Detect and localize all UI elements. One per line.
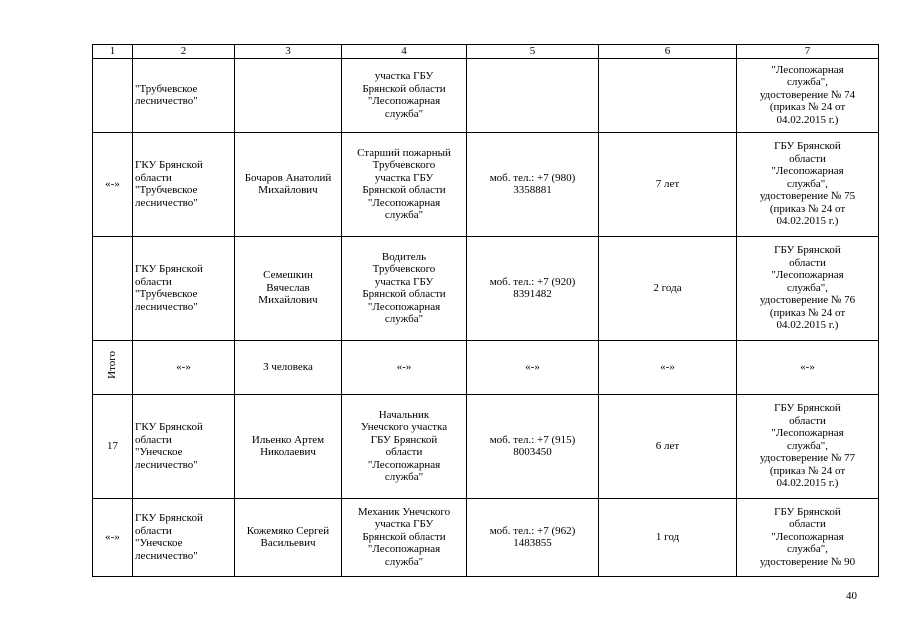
- name-cell: Бочаров Анатолий Михайлович: [235, 132, 342, 236]
- phone-cell: «-»: [467, 340, 599, 394]
- row-number: 17: [93, 394, 133, 498]
- certificate-cell: "Лесопожарная служба", удостоверение № 74 (приказ № 24 от 04.02.2015 г.): [737, 58, 879, 132]
- table-row: [93, 236, 879, 340]
- header-row: [93, 45, 879, 59]
- total-row: [93, 340, 879, 394]
- organization-cell: ГКУ Брянской области "Трубчевское лесничество": [133, 236, 235, 340]
- header-cell-5: 5: [467, 45, 599, 59]
- phone-cell: моб. тел.: +7 (915) 8003450: [467, 394, 599, 498]
- table-row: [93, 58, 879, 132]
- page-number: 40: [846, 590, 857, 602]
- certificate-cell: ГБУ Брянской области "Лесопожарная служба", удостоверение № 76 (приказ № 24 от 04.02.2015 г.): [737, 236, 879, 340]
- row-number: «-»: [93, 498, 133, 576]
- certificate-cell: «-»: [737, 340, 879, 394]
- header-cell-7: 7: [737, 45, 879, 59]
- position-cell: Механик Унечского участка ГБУ Брянской области "Лесопожарная служба": [342, 498, 467, 576]
- experience-cell: [599, 58, 737, 132]
- experience-cell: 2 года: [599, 236, 737, 340]
- total-label-cell: [93, 340, 133, 394]
- organization-cell: "Трубчевское лесничество": [133, 58, 235, 132]
- phone-cell: моб. тел.: +7 (980) 3358881: [467, 132, 599, 236]
- certificate-cell: ГБУ Брянской области "Лесопожарная служба", удостоверение № 77 (приказ № 24 от 04.02.2015 г.): [737, 394, 879, 498]
- row-number: «-»: [93, 132, 133, 236]
- organization-cell: «-»: [133, 340, 235, 394]
- row-number: [93, 58, 133, 132]
- position-cell: Старший пожарный Трубчевского участка ГБУ Брянской области "Лесопожарная служба": [342, 132, 467, 236]
- position-cell: Водитель Трубчевского участка ГБУ Брянской области "Лесопожарная служба": [342, 236, 467, 340]
- header-cell-6: 6: [599, 45, 737, 59]
- name-cell: [235, 58, 342, 132]
- personnel-table: [92, 44, 879, 577]
- organization-cell: ГКУ Брянской области "Унечское лесничество": [133, 394, 235, 498]
- organization-cell: ГКУ Брянской области "Унечское лесничество": [133, 498, 235, 576]
- table-row: [93, 132, 879, 236]
- phone-cell: [467, 58, 599, 132]
- position-cell: участка ГБУ Брянской области "Лесопожарная служба": [342, 58, 467, 132]
- name-cell: Семешкин Вячеслав Михайлович: [235, 236, 342, 340]
- certificate-cell: ГБУ Брянской области "Лесопожарная служба", удостоверение № 75 (приказ № 24 от 04.02.2015 г.): [737, 132, 879, 236]
- experience-cell: «-»: [599, 340, 737, 394]
- name-cell: Ильенко Артем Николаевич: [235, 394, 342, 498]
- table-row: [93, 498, 879, 576]
- header-cell-4: 4: [342, 45, 467, 59]
- row-number: [93, 236, 133, 340]
- organization-cell: ГКУ Брянской области "Трубчевское лесничество": [133, 132, 235, 236]
- total-label: Итого: [106, 351, 119, 380]
- certificate-cell: ГБУ Брянской области "Лесопожарная служба", удостоверение № 90: [737, 498, 879, 576]
- experience-cell: 6 лет: [599, 394, 737, 498]
- name-cell: Кожемяко Сергей Васильевич: [235, 498, 342, 576]
- experience-cell: 7 лет: [599, 132, 737, 236]
- position-cell: Начальник Унечского участка ГБУ Брянской области "Лесопожарная служба": [342, 394, 467, 498]
- phone-cell: моб. тел.: +7 (962) 1483855: [467, 498, 599, 576]
- header-cell-2: 2: [133, 45, 235, 59]
- name-cell: 3 человека: [235, 340, 342, 394]
- header-cell-3: 3: [235, 45, 342, 59]
- header-cell-1: 1: [93, 45, 133, 59]
- position-cell: «-»: [342, 340, 467, 394]
- table-row: [93, 394, 879, 498]
- experience-cell: 1 год: [599, 498, 737, 576]
- phone-cell: моб. тел.: +7 (920) 8391482: [467, 236, 599, 340]
